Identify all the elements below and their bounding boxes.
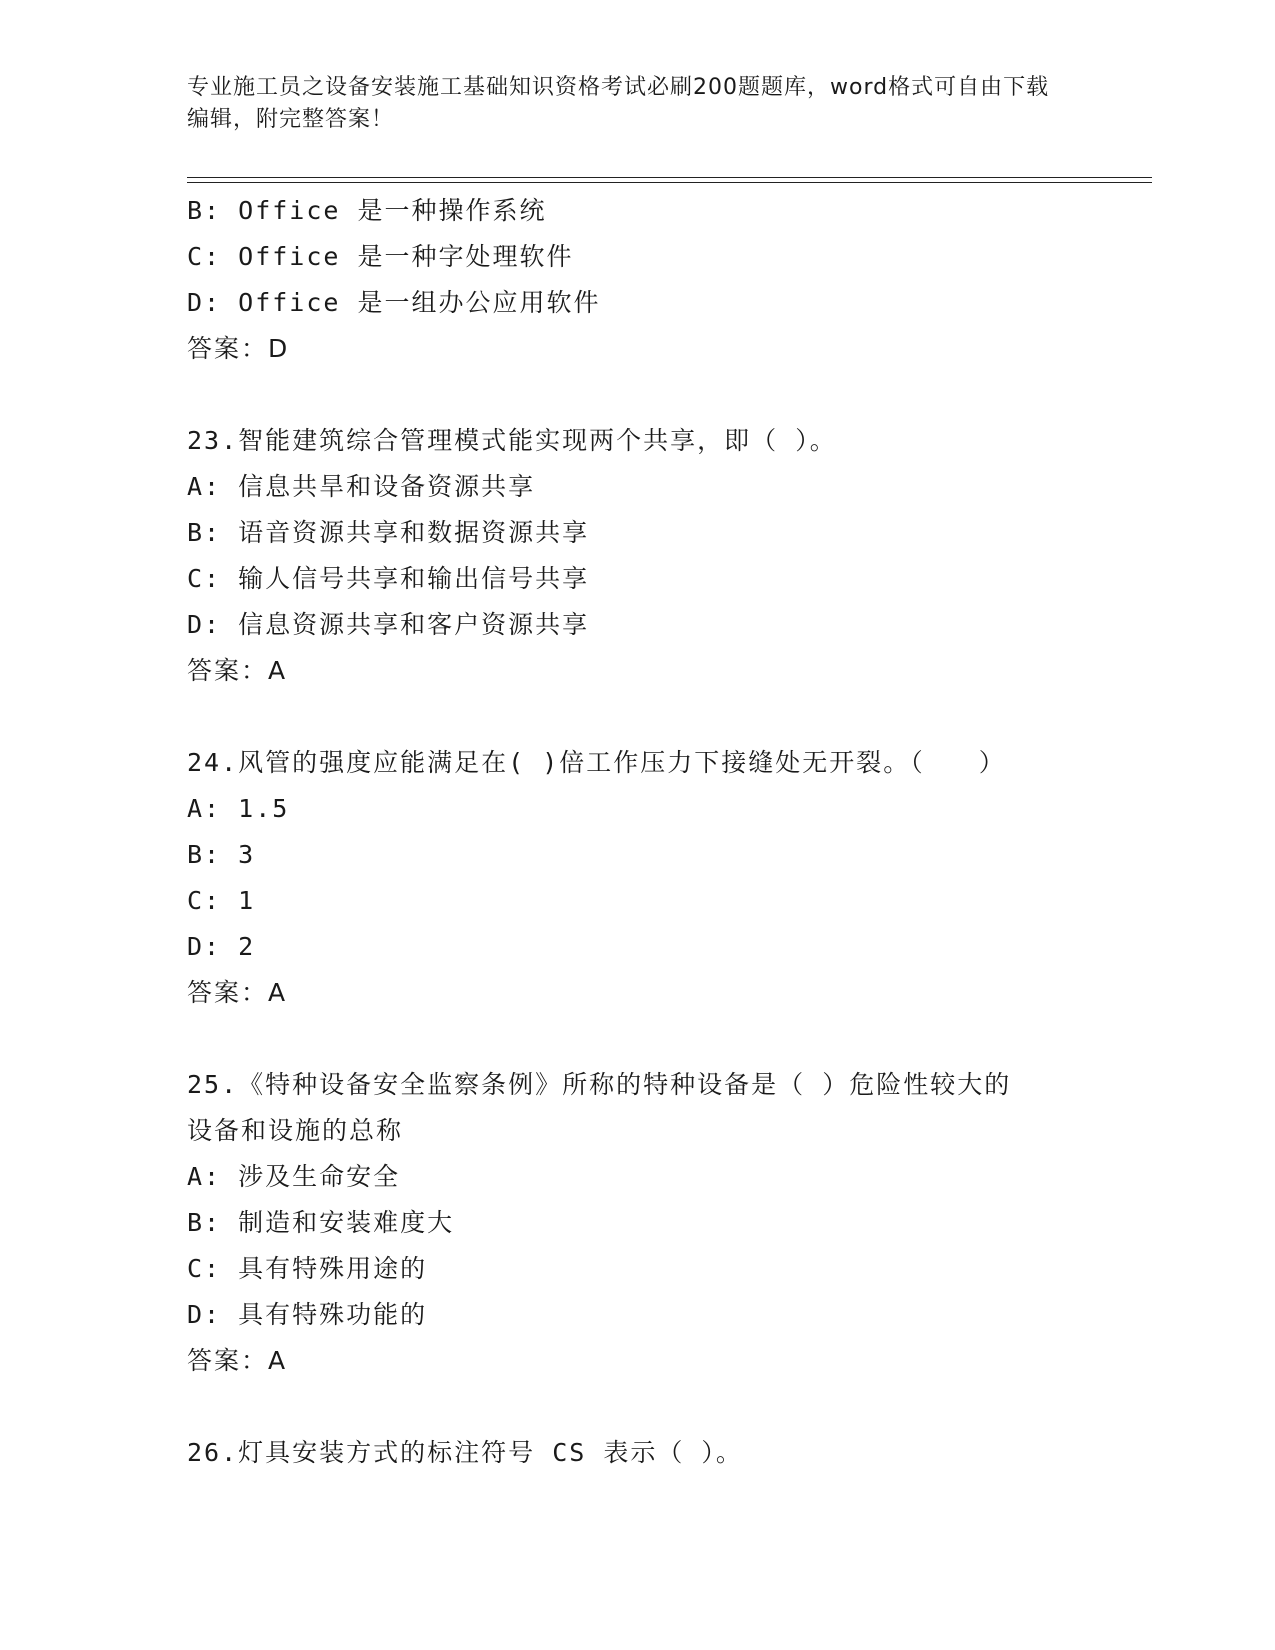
question-24 bbox=[187, 740, 1087, 1016]
answer-line: 答案：A bbox=[187, 978, 288, 1007]
question-stem: 26.灯具安装方式的标注符号 CS 表示（ ）。 bbox=[187, 1438, 743, 1467]
option-a: A: 信息共旱和设备资源共享 bbox=[187, 472, 536, 501]
question-26 bbox=[187, 1430, 1087, 1476]
header-divider-bottom bbox=[187, 182, 1152, 183]
answer-line: 答案：A bbox=[187, 1346, 288, 1375]
question-22-continuation bbox=[187, 188, 1087, 372]
option-d: D: 信息资源共享和客户资源共享 bbox=[187, 610, 590, 639]
answer-line: 答案：A bbox=[187, 656, 288, 685]
header-divider-top bbox=[187, 177, 1152, 178]
question-23 bbox=[187, 418, 1087, 694]
question-25 bbox=[187, 1062, 1087, 1384]
option-b: B: 语音资源共享和数据资源共享 bbox=[187, 518, 590, 547]
option-d: D: Office 是一组办公应用软件 bbox=[187, 288, 601, 317]
question-list bbox=[187, 188, 1087, 1476]
question-stem: 23.智能建筑综合管理模式能实现两个共享，即（ ）。 bbox=[187, 426, 837, 455]
option-b: B: 3 bbox=[187, 840, 256, 869]
answer-line: 答案：D bbox=[187, 334, 290, 363]
question-stem-line-2: 设备和设施的总称 bbox=[187, 1116, 404, 1145]
option-d: D: 具有特殊功能的 bbox=[187, 1300, 428, 1329]
option-d: D: 2 bbox=[187, 932, 256, 961]
option-c: C: 具有特殊用途的 bbox=[187, 1254, 428, 1283]
option-c: C: 1 bbox=[187, 886, 256, 915]
question-stem: 24.风管的强度应能满足在( )倍工作压力下接缝处无开裂。（ ） bbox=[187, 748, 1006, 777]
option-b: B: 制造和安装难度大 bbox=[187, 1208, 455, 1237]
document-header: 专业施工员之设备安装施工基础知识资格考试必刷200题题库，word格式可自由下载编辑，附完整答案！ bbox=[187, 75, 1050, 132]
option-a: A: 涉及生命安全 bbox=[187, 1162, 401, 1191]
option-b: B: Office 是一种操作系统 bbox=[187, 196, 547, 225]
option-c: C: 输人信号共享和输出信号共享 bbox=[187, 564, 590, 593]
question-stem-line-1: 25.《特种设备安全监察条例》所称的特种设备是（ ）危险性较大的 bbox=[187, 1070, 1012, 1099]
option-a: A: 1.5 bbox=[187, 794, 290, 823]
option-c: C: Office 是一种字处理软件 bbox=[187, 242, 574, 271]
